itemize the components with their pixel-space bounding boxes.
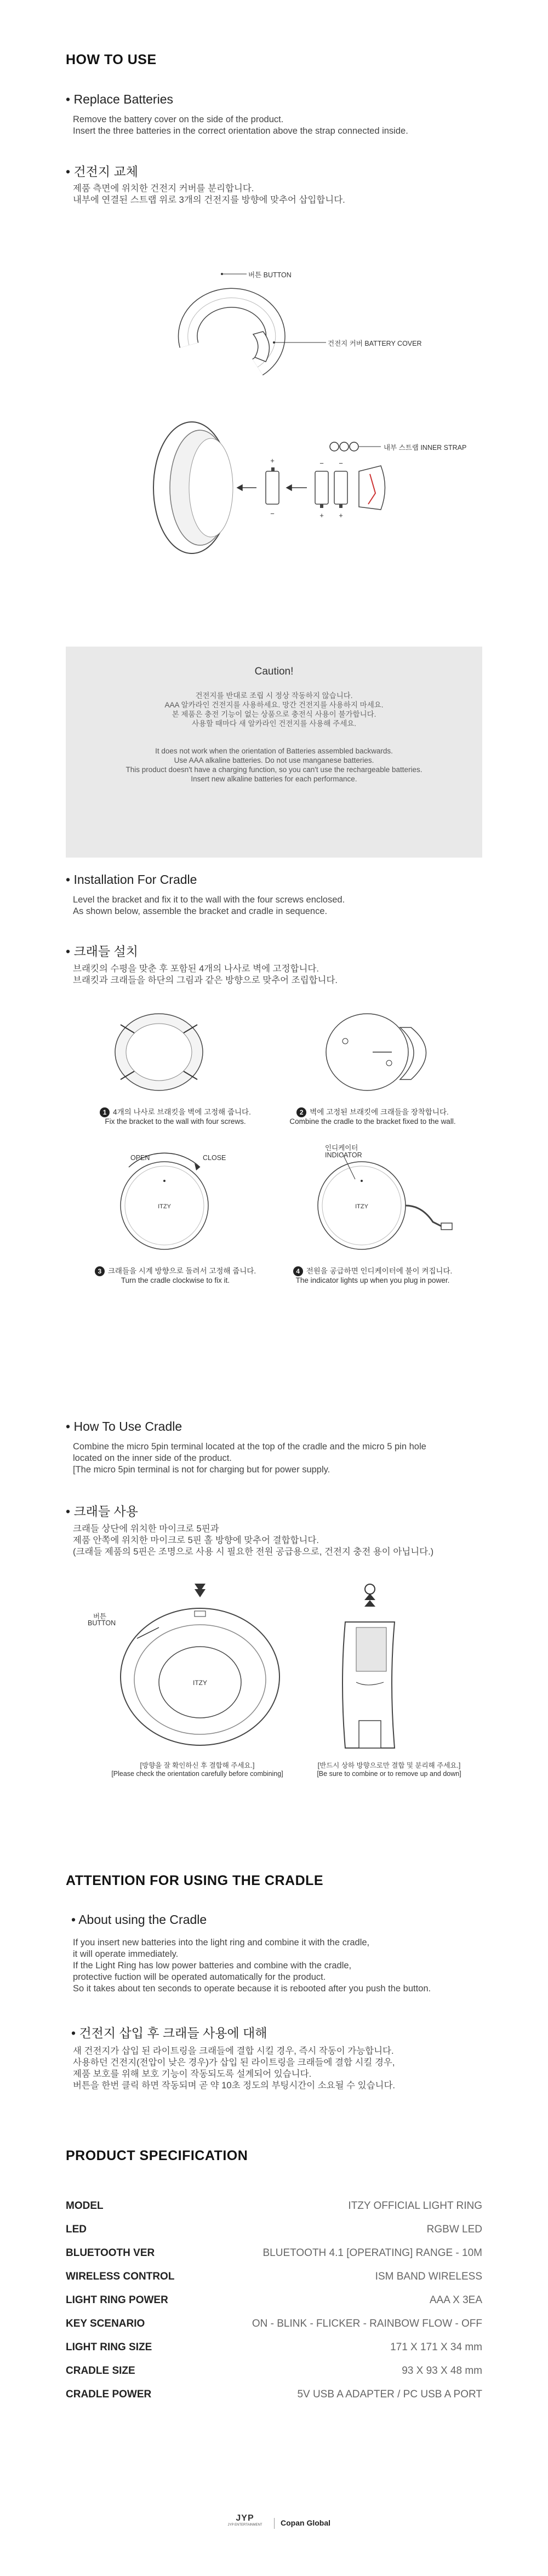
- indicator-label-ko: 인디케이터: [325, 1144, 358, 1152]
- step-text-ko: 크래들을 시계 방향으로 돌려서 고정해 줍니다.: [107, 1267, 256, 1275]
- svg-text:+: +: [339, 511, 343, 519]
- open-label: OPEN: [130, 1154, 150, 1162]
- caution-line-en: This product doesn't have a charging function, so you can't use the rechargeable batteries.: [125, 766, 423, 774]
- jyp-logo-mark: JYP: [236, 2514, 254, 2523]
- spec-row: [66, 2383, 482, 2407]
- cradle-logo-text: ITZY: [193, 1679, 207, 1687]
- ring-on-cradle-figure: [121, 1584, 279, 1745]
- light-ring-open-figure: [153, 422, 233, 553]
- spec-value: AAA X 3EA: [429, 2294, 482, 2306]
- caution-line-en: Insert new alkaline batteries for each performance.: [191, 775, 357, 783]
- spec-value: ITZY OFFICIAL LIGHT RING: [348, 2200, 482, 2212]
- battery-illustration: [82, 230, 466, 614]
- cradle-use-text: Combine the micro 5pin terminal located at the top of the cradle and the micro 5 pin hole located on the inner side of the product. [The micro 5pin terminal is not for charging but for power supply.: [73, 1442, 426, 1475]
- replace-batteries-text: Remove the battery cover on the side of the product. Insert the three batteries in the correct orientation above the strap connected inside.: [73, 115, 408, 136]
- spec-row: [66, 2265, 482, 2289]
- close-label: CLOSE: [203, 1154, 226, 1162]
- copan-global-logo: Copan Global: [281, 2518, 330, 2527]
- cradle-logo-text: ITZY: [158, 1203, 171, 1210]
- about-cradle-title: • About using the Cradle: [71, 1912, 207, 1927]
- cradle-caption-left: [93, 1760, 301, 1778]
- battery-cover-label: 건전지 커버 BATTERY COVER: [328, 340, 422, 347]
- spec-value: 171 X 171 X 34 mm: [390, 2341, 482, 2353]
- spec-label: LIGHT RING POWER: [66, 2294, 168, 2306]
- spec-label: MODEL: [66, 2200, 104, 2212]
- step-text-en: The indicator lights up when you plug in power.: [295, 1276, 450, 1284]
- indicator-label: INDICATOR: [325, 1151, 362, 1159]
- cradle-install-text: Level the bracket and fix it to the wall with the four screws enclosed. As shown below, assemble the bracket and cradle in sequence.: [73, 895, 345, 916]
- spec-row: [66, 2336, 482, 2360]
- step-3-caption: [82, 1265, 269, 1284]
- spec-table: [66, 2195, 482, 2407]
- step-text-ko: 4개의 나사로 브래킷을 벽에 고정해 줍니다.: [113, 1108, 251, 1116]
- cradle-use-title: • How To Use Cradle: [66, 1419, 182, 1434]
- replace-batteries-title: • Replace Batteries: [66, 92, 173, 107]
- caution-line-en: It does not work when the orientation of Batteries assembled backwards.: [155, 747, 393, 755]
- step-text-ko: 벽에 고정된 브래킷에 크래들을 장착합니다.: [310, 1108, 449, 1116]
- spec-value: ON - BLINK - FLICKER - RAINBOW FLOW - OFF: [252, 2318, 482, 2329]
- caption-left-en: [Please check the orientation carefully before combining]: [111, 1770, 283, 1778]
- cradle-button-label: BUTTON: [88, 1619, 116, 1627]
- caption-left-ko: [방향을 잘 확인하신 후 결합해 주세요.]: [140, 1762, 255, 1769]
- spec-row: [66, 2289, 482, 2312]
- about-cradle-text: If you insert new batteries into the light ring and combine it with the cradle, it will operate immediately. If the Light Ring has low power batteries and combine with the cradle, protective fuction will be operated automatically for the product. So it takes about ten seconds to operate because it is rebooted after you push the button.: [73, 1938, 431, 1994]
- caution-title: Caution!: [254, 666, 294, 677]
- svg-text:−: −: [270, 510, 275, 518]
- logo-divider: [274, 2518, 275, 2529]
- cradle-bracket-figure: [326, 1014, 426, 1090]
- step-text-en: Combine the cradle to the bracket fixed to the wall.: [289, 1117, 456, 1126]
- spec-row: [66, 2195, 482, 2218]
- cradle-caption-right: [296, 1760, 482, 1778]
- replace-batteries-text-ko: 제품 측면에 위치한 건전지 커버를 분리합니다. 내부에 연결된 스트랩 위로 3개의 건전지를 방향에 맞추어 삽입합니다.: [73, 184, 345, 205]
- step-number: 1: [100, 1107, 110, 1117]
- caution-line-ko: 사용할 때마다 새 알카라인 건전지를 사용해 주세요.: [191, 719, 357, 728]
- cradle-use-text-ko: 크래들 상단에 위치한 마이크로 5핀과 제품 안쪽에 위치한 마이크로 5핀 홀 방향에 맞추어 결합합니다. (크래들 제품의 5핀은 조명으로 사용 시 필요한 전원 공급용으로, 건전지 충전 용이 아닙니다.): [73, 1524, 434, 1557]
- caution-box: [66, 647, 482, 858]
- cradle-install-title-ko: • 크래들 설치: [66, 941, 138, 959]
- cradle-indicator-figure: [318, 1153, 452, 1249]
- spec-row: [66, 2218, 482, 2242]
- step-number: 4: [293, 1266, 303, 1276]
- spec-label: LED: [66, 2224, 87, 2235]
- cradle-use-illustration: [82, 1573, 466, 1819]
- button-label: 버튼 BUTTON: [248, 271, 292, 279]
- jyp-logo: [226, 2514, 264, 2527]
- spec-label: BLUETOOTH VER: [66, 2247, 155, 2259]
- caution-line-ko: 건전지를 반대로 조립 시 정상 작동하지 않습니다.: [195, 692, 353, 700]
- cradle-logo-text: ITZY: [355, 1203, 368, 1210]
- about-cradle-text-ko: 새 건전지가 삽입 된 라이트링을 크래들에 결합 시킬 경우, 즉시 작동이 가능합니다. 사용하던 건전지(전압이 낮은 경우)가 삽입 된 라이트링을 크래들에 결합 시킬 경우, 제품 보호를 위해 보호 기능이 작동되도록 설계되어 있습니다. 버튼을 한번 클릭 하면 작동되며 곧 약 10초 정도의 부팅시간이 소요될 수 있습니다.: [73, 2046, 395, 2090]
- svg-text:+: +: [270, 456, 275, 465]
- about-cradle-title-ko: • 건전지 삽입 후 크래들 사용에 대해: [71, 2023, 267, 2041]
- spec-value: 93 X 93 X 48 mm: [402, 2365, 482, 2377]
- spec-label: CRADLE POWER: [66, 2389, 152, 2400]
- inner-strap-label: 내부 스트랩 INNER STRAP: [384, 444, 467, 452]
- step-text-en: Turn the cradle clockwise to fix it.: [121, 1276, 230, 1284]
- cradle-install-title: • Installation For Cradle: [66, 872, 197, 887]
- spec-label: KEY SCENARIO: [66, 2318, 145, 2329]
- spec-heading: PRODUCT SPECIFICATION: [66, 2148, 248, 2163]
- spec-value: RGBW LED: [426, 2224, 482, 2235]
- caption-right-en: [Be sure to combine or to remove up and down]: [317, 1770, 461, 1778]
- step-text-ko: 전원을 공급하면 인디케이터에 불이 켜집니다.: [306, 1267, 453, 1275]
- step-2-caption: [279, 1106, 466, 1126]
- spec-row: [66, 2242, 482, 2265]
- cradle-install-text-ko: 브래킷의 수평을 맞춘 후 포함된 4개의 나사로 벽에 고정합니다. 브래킷과 크래들을 하단의 그림과 같은 방향으로 맞추어 조립합니다.: [73, 964, 338, 985]
- caution-line-ko: AAA 알카라인 건전지를 사용하세요. 망간 건전지를 사용하지 마세요.: [164, 701, 384, 709]
- ring-side-figure: [342, 1584, 395, 1748]
- spec-value: BLUETOOTH 4.1 [OPERATING] RANGE - 10M: [262, 2247, 482, 2259]
- bracket-wall-figure: [115, 1014, 203, 1090]
- step-1-caption: [82, 1106, 269, 1126]
- spec-row: [66, 2312, 482, 2336]
- spec-label: LIGHT RING SIZE: [66, 2341, 152, 2353]
- cradle-button-label-ko: 버튼: [93, 1613, 107, 1620]
- spec-label: CRADLE SIZE: [66, 2365, 135, 2377]
- caption-right-ko: [반드시 상하 방향으로만 결합 및 분리해 주세요.]: [317, 1762, 461, 1769]
- spec-row: [66, 2360, 482, 2383]
- svg-text:−: −: [339, 459, 343, 467]
- caution-line-en: Use AAA alkaline batteries. Do not use manganese batteries.: [174, 756, 374, 764]
- attention-heading: ATTENTION FOR USING THE CRADLE: [66, 1873, 324, 1888]
- caution-line-ko: 본 제품은 충전 기능이 없는 상품으로 충전식 사용이 불가합니다.: [172, 710, 376, 718]
- spec-value: ISM BAND WIRELESS: [375, 2271, 482, 2282]
- cradle-use-title-ko: • 크래들 사용: [66, 1501, 138, 1520]
- how-to-use-heading: HOW TO USE: [66, 52, 157, 67]
- cradle-turn-figure: [121, 1153, 208, 1249]
- step-text-en: Fix the bracket to the wall with four screws.: [105, 1117, 246, 1126]
- svg-text:+: +: [319, 511, 324, 519]
- step-number: 2: [296, 1107, 306, 1117]
- step-4-caption: [279, 1265, 466, 1284]
- jyp-logo-text: JYP ENTERTAINMENT: [227, 2523, 262, 2527]
- spec-label: WIRELESS CONTROL: [66, 2271, 175, 2282]
- svg-text:−: −: [319, 459, 324, 467]
- replace-batteries-title-ko: • 건전지 교체: [66, 162, 138, 180]
- step-number: 3: [95, 1266, 105, 1276]
- spec-value: 5V USB A ADAPTER / PC USB A PORT: [297, 2389, 482, 2400]
